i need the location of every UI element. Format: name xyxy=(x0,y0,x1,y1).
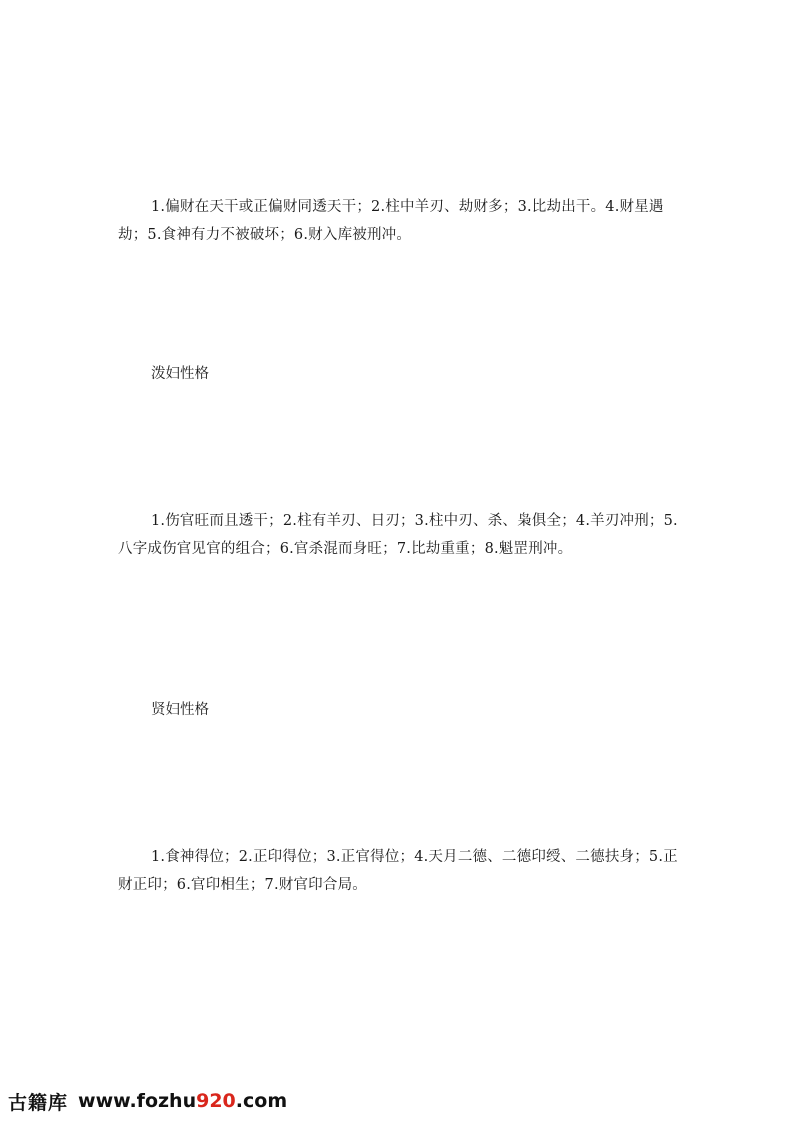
watermark-url-prefix: www.fozhu xyxy=(78,1090,197,1112)
section-heading-shrew: 泼妇性格 xyxy=(151,366,209,382)
watermark-url-suffix: .com xyxy=(235,1090,288,1112)
watermark-site-name: 古籍库 xyxy=(8,1091,69,1114)
watermark-url-accent: 920 xyxy=(196,1090,236,1112)
section-heading-virtuous-wife: 贤妇性格 xyxy=(151,702,209,718)
paragraph-virtuous-traits: 1.食神得位；2.正印得位；3.正官得位；4.天月二德、二德印绶、二德扶身；5.正财正印；6.官印相生；7.财官印合局。 xyxy=(118,849,678,893)
paragraph-shrew-traits: 1.伤官旺而且透干；2.柱有羊刃、日刃；3.柱中刃、杀、枭俱全；4.羊刃冲刑；5.八字成伤官见官的组合；6.官杀混而身旺；7.比劫重重；8.魁罡刑冲。 xyxy=(118,513,678,557)
paragraph-wealth-traits: 1.偏财在天干或正偏财同透天干；2.柱中羊刃、劫财多；3.比劫出干。4.财星遇劫；5.食神有力不被破坏；6.财入库被刑冲。 xyxy=(118,199,664,243)
site-watermark xyxy=(8,1088,287,1114)
